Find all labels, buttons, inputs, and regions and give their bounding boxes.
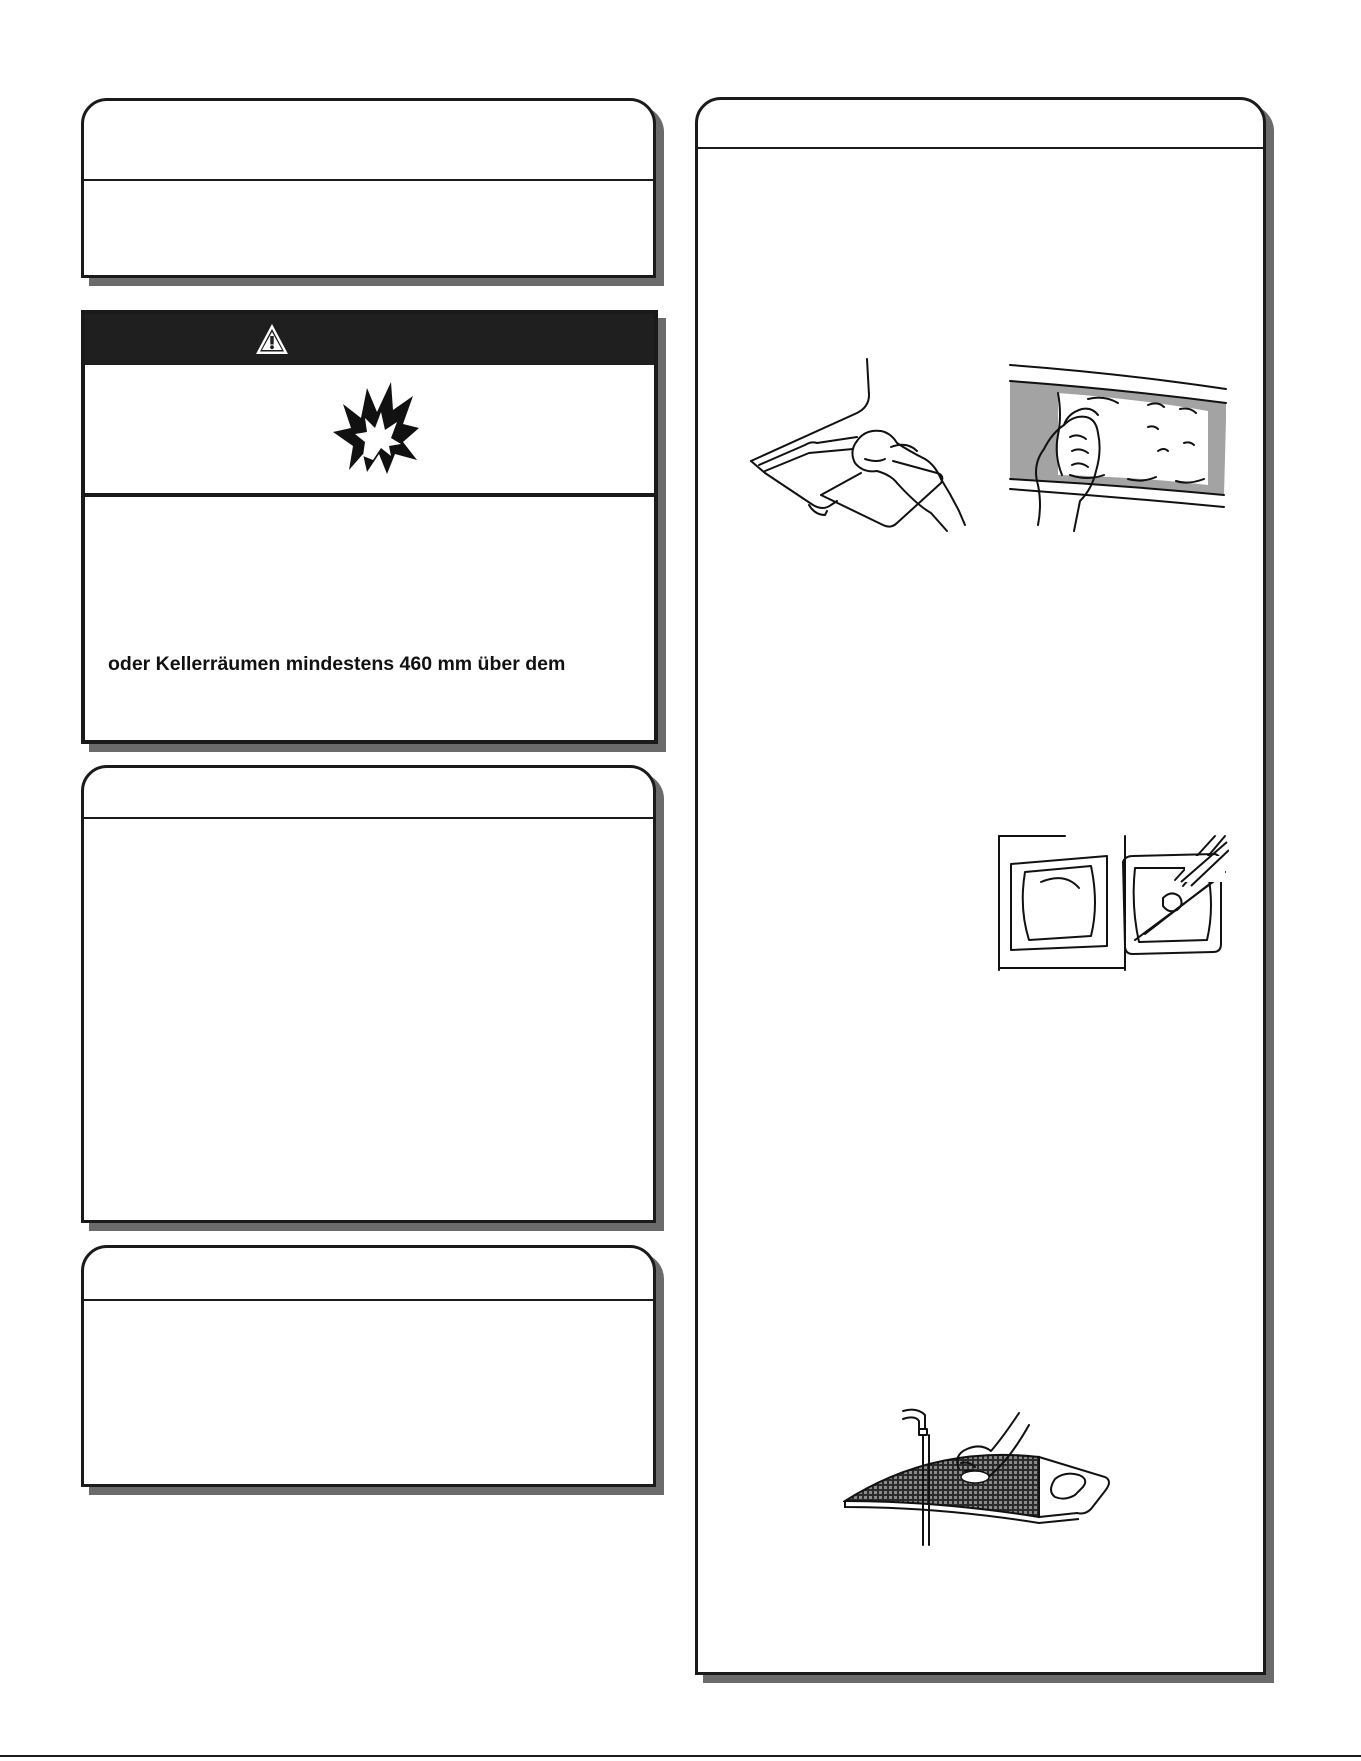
cleaning-panel-divider — [698, 147, 1263, 149]
lint-screen-wash-illustration — [843, 1405, 1113, 1555]
warning-text: oder Kellerräumen mindestens 460 mm über dem — [108, 653, 566, 675]
warning-box — [81, 310, 658, 744]
info-box-2 — [81, 765, 656, 1223]
info-box-2-divider — [84, 817, 653, 819]
warning-triangle-icon — [254, 322, 290, 356]
dryer-vacuum-illustration — [995, 832, 1229, 972]
warning-header — [85, 314, 654, 365]
cleaning-panel — [695, 97, 1266, 1675]
info-box-3 — [81, 1245, 656, 1487]
info-box-1 — [81, 98, 656, 278]
warning-separator — [85, 493, 654, 497]
info-box-1-divider — [84, 179, 653, 181]
footer-rule — [0, 1755, 1361, 1757]
explosion-icon — [329, 382, 421, 477]
lint-screen-roll-illustration — [1008, 355, 1228, 535]
lint-screen-wipe-illustration — [745, 355, 975, 555]
info-box-3-divider — [84, 1299, 653, 1301]
